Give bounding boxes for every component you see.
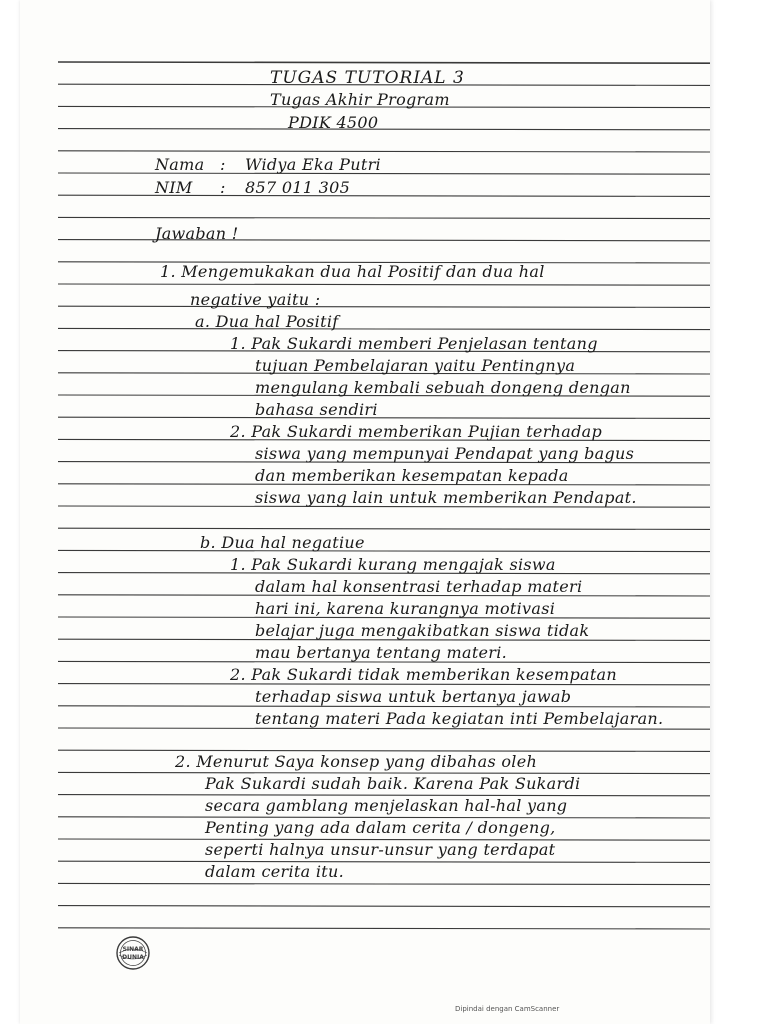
answer-line: dalam cerita itu. — [205, 862, 344, 881]
answer-line: 1. Pak Sukardi memberi Penjelasan tentang — [230, 334, 598, 353]
svg-text:DUNIA: DUNIA — [122, 954, 144, 961]
ruled-line — [58, 883, 710, 884]
answer-line: 2. Pak Sukardi tidak memberikan kesempatan — [230, 665, 618, 684]
nim-label: NIM — [155, 178, 193, 197]
ruled-line — [58, 928, 710, 929]
ruled-line — [58, 550, 710, 551]
nim-value: 857 011 305 — [245, 178, 351, 197]
ruled-line — [58, 129, 710, 130]
ruled-line — [58, 284, 710, 285]
answer-line: mau bertanya tentang materi. — [255, 643, 508, 662]
ruled-line — [58, 151, 710, 152]
answer-line: dalam hal konsentrasi terhadap materi — [255, 577, 583, 596]
answer-line: tujuan Pembelajaran yaitu Pentingnya — [255, 356, 576, 375]
name-label: Nama — [155, 155, 205, 174]
answer-line: Pak Sukardi sudah baik. Karena Pak Sukardi — [205, 774, 581, 793]
answer-line: 2. Menurut Saya konsep yang dibahas oleh — [175, 752, 538, 771]
answer-line: 1. Mengemukakan dua hal Positif dan dua hal — [160, 262, 545, 281]
answer-line: hari ini, karena kurangnya motivasi — [255, 599, 556, 618]
ruled-line — [58, 417, 710, 418]
ruled-line — [58, 328, 710, 329]
ruled-lines — [20, 0, 710, 1024]
nim-separator: : — [220, 178, 226, 197]
answer-line: negative yaitu : — [190, 290, 321, 309]
ruled-line — [58, 728, 710, 729]
answer-line: terhadap siswa untuk bertanya jawab — [255, 687, 572, 706]
assignment-title: TUGAS TUTORIAL 3 — [270, 68, 465, 88]
answer-line: seperti halnya unsur-unsur yang terdapat — [205, 840, 556, 859]
sinar-dunia-logo — [115, 935, 151, 971]
ruled-line — [58, 217, 710, 218]
name-separator: : — [220, 155, 226, 174]
answer-line: secara gamblang menjelaskan hal-hal yang — [205, 796, 568, 815]
assignment-subtitle: Tugas Akhir Program — [270, 90, 450, 109]
ruled-line — [58, 528, 710, 529]
ruled-line — [58, 861, 710, 862]
answer-line: a. Dua hal Positif — [195, 312, 339, 331]
answer-line: belajar juga mengakibatkan siswa tidak — [255, 621, 590, 640]
ruled-line — [58, 306, 710, 307]
svg-text:SINAR: SINAR — [122, 946, 144, 953]
answer-line: dan memberikan kesempatan kepada — [255, 466, 569, 485]
answer-line: siswa yang lain untuk memberikan Pendapat. — [255, 488, 637, 507]
answer-line: 2. Pak Sukardi memberikan Pujian terhadap — [230, 422, 603, 441]
answer-line: tentang materi Pada kegiatan inti Pembelajaran. — [255, 709, 664, 728]
notebook-page — [20, 0, 710, 1024]
answer-line: Penting yang ada dalam cerita / dongeng, — [205, 818, 556, 837]
ruled-line — [58, 906, 710, 907]
course-code: PDIK 4500 — [288, 113, 379, 132]
ruled-line — [58, 62, 710, 63]
name-value: Widya Eka Putri — [245, 155, 381, 174]
answer-line: bahasa sendiri — [255, 400, 378, 419]
answer-line: b. Dua hal negatiue — [200, 533, 365, 552]
answer-heading: Jawaban ! — [155, 224, 239, 243]
answer-line: siswa yang mempunyai Pendapat yang bagus — [255, 444, 635, 463]
answer-line: mengulang kembali sebuah dongeng dengan — [255, 378, 631, 397]
scanner-footer: Dipindai dengan CamScanner — [455, 1005, 560, 1013]
answer-line: 1. Pak Sukardi kurang mengajak siswa — [230, 555, 556, 574]
